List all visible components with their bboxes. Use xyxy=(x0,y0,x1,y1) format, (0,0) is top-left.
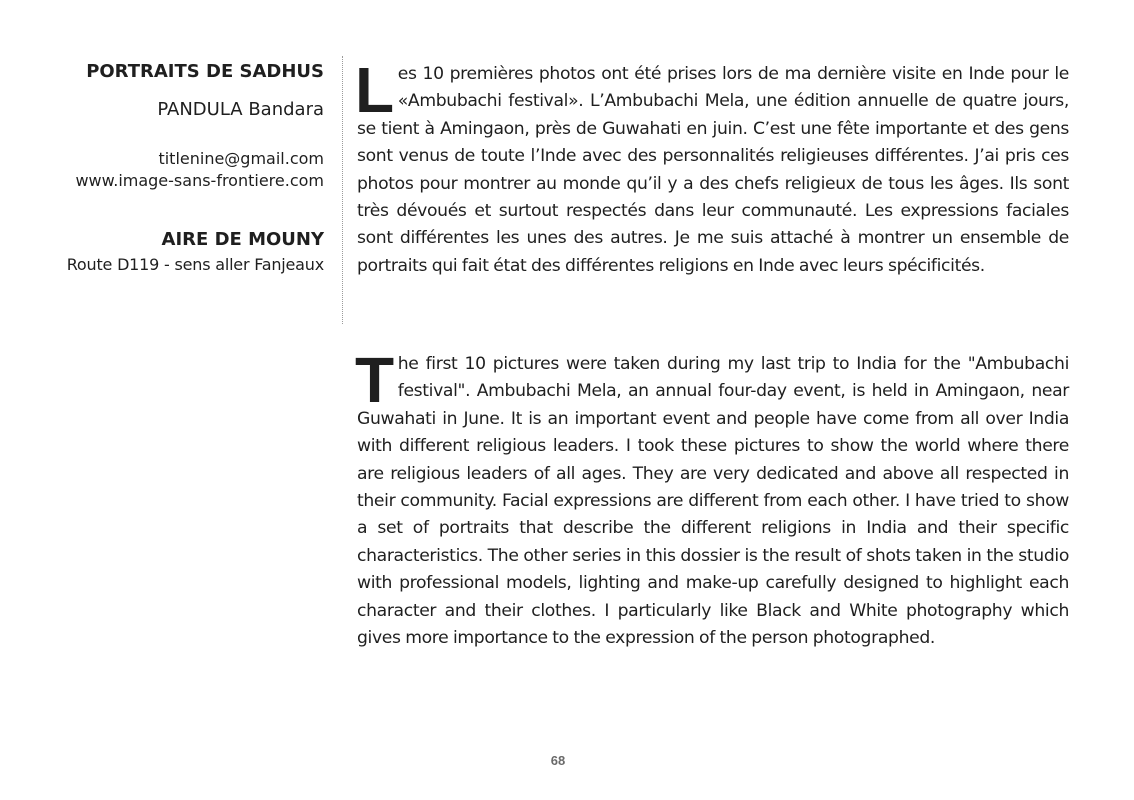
english-paragraph xyxy=(355,344,1069,652)
series-title: PORTRAITS DE SADHUS xyxy=(86,61,324,82)
dropcap-letter: L xyxy=(355,54,394,126)
author-email: titlenine@gmail.com xyxy=(158,149,324,168)
author-name: PANDULA Bandara xyxy=(157,99,324,120)
venue-title: AIRE DE MOUNY xyxy=(161,229,324,250)
dropcap-letter: T xyxy=(355,344,394,416)
french-paragraph xyxy=(355,54,1069,280)
english-text: he first 10 pictures were taken during my last trip to India for the "Ambubachi festival". Ambubachi Mela, an annual four-day event, is held in Amingaon, near Guwahati in June. It is an important event and people have come from all over India with different religious leaders. I took these pictures to show the world where there are religious leaders of all ages. They are very dedicated and above all respected in their community. Facial expressions are different from each other. I have tried to show a set of portraits that describe the different religions in India and their specific characteristics. The other series in this dossier is the result of shots taken in the studio with professional models, lighting and make-up carefully designed to highlight each character and their clothes. I particularly like Black and White photography which gives more importance to the expression of the person photographed. xyxy=(357,354,1069,649)
page-number: 68 xyxy=(550,753,566,768)
french-text: es 10 premières photos ont été prises lors de ma dernière visite en Inde pour le «Ambubachi festival». L’Ambubachi Mela, une édition annuelle de quatre jours, se tient à Amingaon, près de Guwahati en juin. C’est une fête importante et des gens sont venus de toute l’Inde avec des personnalités religieuses différentes. J’ai pris ces photos pour montrer au monde qu’il y a des chefs religieux de tous les âges. Ils sont très dévoués et surtout respectés dans leur communauté. Les expressions faciales sont différentes les unes des autres. Je me suis attaché à montrer un ensemble de portraits qui fait état des différentes religions en Inde avec leurs spécificités. xyxy=(357,64,1069,276)
column-divider xyxy=(342,56,343,324)
sidebar-info xyxy=(20,60,324,276)
venue-route: Route D119 - sens aller Fanjeaux xyxy=(66,255,324,274)
author-website: www.image-sans-frontiere.com xyxy=(75,171,324,190)
